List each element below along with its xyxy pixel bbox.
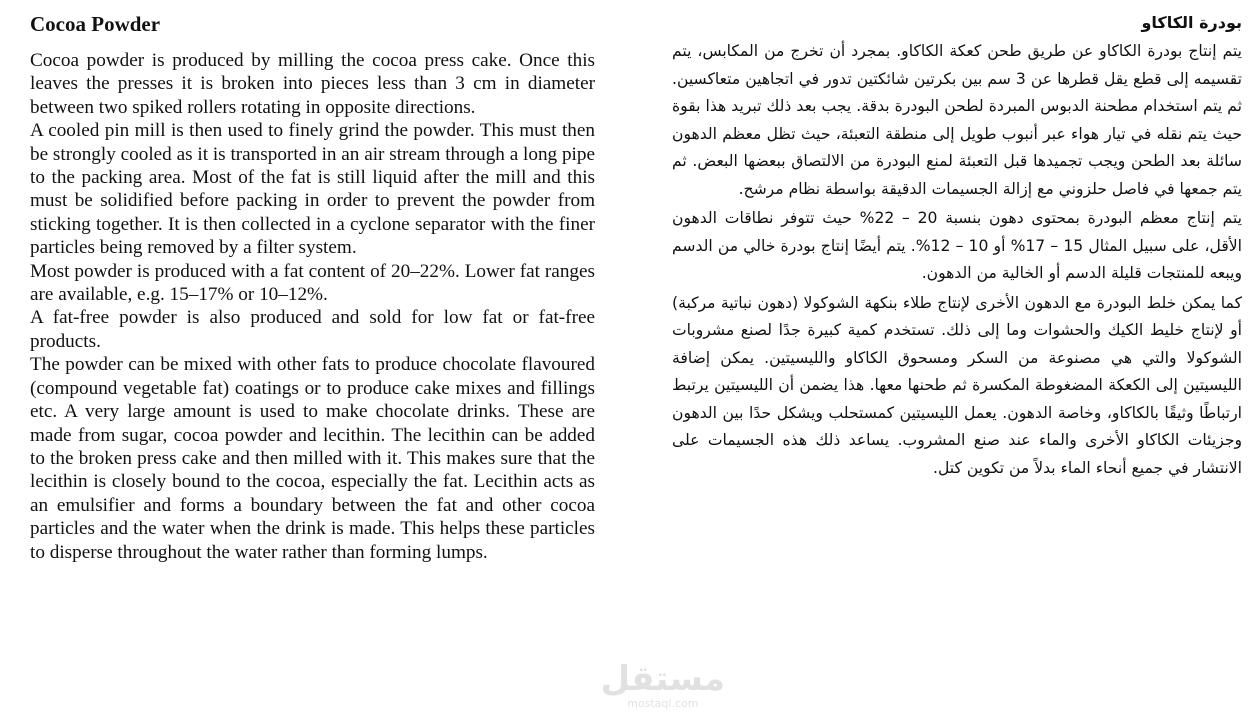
- arabic-paragraph: يتم إنتاج معظم البودرة بمحتوى دهون بنسبة 20 – 22% حيث تتوفر نطاقات الدهون الأقل، على سبيل المثال 15 – 17% أو 10 – 12%. يتم أيضًا إنتاج بودرة خالي من الدسم ويبعه للمنتجات قليلة الدسم أو الخالية من الدهون.: [672, 209, 1243, 282]
- arabic-paragraph: يتم إنتاج بودرة الكاكاو عن طريق طحن كعكة الكاكاو. بمجرد أن تخرج من المكابس، يتم تقسيمه إلى قطع يقل قطرها عن 3 سم بين بكرتين شائكتين تدور في اتجاهين متعاكسين. ثم يتم استخدام مطحنة الدبوس المبردة لطحن البودرة بدقة. يجب بعد ذلك تبريد هذا بقوة حيث يتم نقله في تيار هواء عبر أنبوب طويل إلى منطقة التعبئة، حيث تظل معظم الدهون سائلة بعد الطحن ويجب تجميدها قبل التعبئة لمنع البودرة من الالتصاق ببعضها البعض. ثم يتم جمعها في فاصل حلزوني مع إزالة الجسيمات الدقيقة بواسطة نظام مرشح.: [672, 42, 1243, 198]
- english-paragraph: A fat-free powder is also produced and sold for low fat or fat-free products.: [30, 307, 595, 352]
- arabic-title: بودرة الكاكاو: [1141, 13, 1242, 32]
- english-paragraph: Most powder is produced with a fat content of 20–22%. Lower fat ranges are available, e.g. 15–17% or 10–12%.: [30, 260, 595, 306]
- english-column: [30, 12, 595, 564]
- english-paragraph: A cooled pin mill is then used to finely grind the powder. This must then be strongly cooled as it is transported in an air stream through a long pipe to the packing area. Most of the fat is still liquid after the mill and this must be solidified before packing in order to prevent the powder from sticking together. It is then collected in a cyclone separator with the finer particles being removed by a filter system.: [30, 120, 595, 259]
- mostaql-watermark: [601, 660, 725, 710]
- arabic-column: [672, 12, 1242, 482]
- english-paragraph: The powder can be mixed with other fats to produce chocolate flavoured (compound vegetable fat) coatings or to produce cake mixes and fillings etc. A very large amount is used to make chocolate drinks. These are made from sugar, cocoa powder and lecithin. The lecithin can be added to the broken press cake and then milled with it. This makes sure that the lecithin is closely bound to the cocoa, especially the fat. Lecithin acts as an emulsifier and forms a boundary between the fat and other cocoa particles and the water when the drink is made. This helps these particles to disperse throughout the water rather than forming lumps.: [30, 354, 595, 563]
- arabic-paragraph: كما يمكن خلط البودرة مع الدهون الأخرى لإنتاج طلاء بنكهة الشوكولا (دهون نباتية مركبة) أو لإنتاج خليط الكيك والحشوات وما إلى ذلك. تستخدم كمية كبيرة جدًا لصنع مشروبات الشوكولا والتي هي مصنوعة من السكر ومسحوق الكاكاو والليسيتين. يمكن إضافة الليسيتين إلى الكعكة المضغوطة المكسرة ثم طحنها معها. هذا يضمن أن الليسيتين يرتبط ارتباطًا وثيقًا بالكاكاو، وخاصة الدهون. يعمل الليسيتين كمستحلب ويشكل حدًا بين الدهون وجزيئات الكاكاو الأخرى والماء عند صنع المشروب. يساعد ذلك هذه الجسيمات على الانتشار في جميع أنحاء الماء بدلاً من تكوين كتل.: [672, 293, 1242, 477]
- english-paragraph: Cocoa powder is produced by milling the cocoa press cake. Once this leaves the presses it is broken into pieces less than 3 cm in diameter between two spiked rollers rotating in opposite directions.: [30, 50, 595, 118]
- watermark-url: mostaql.com: [627, 697, 699, 710]
- english-title: Cocoa Powder: [30, 12, 161, 36]
- watermark-logo-text: مستقل: [600, 659, 725, 699]
